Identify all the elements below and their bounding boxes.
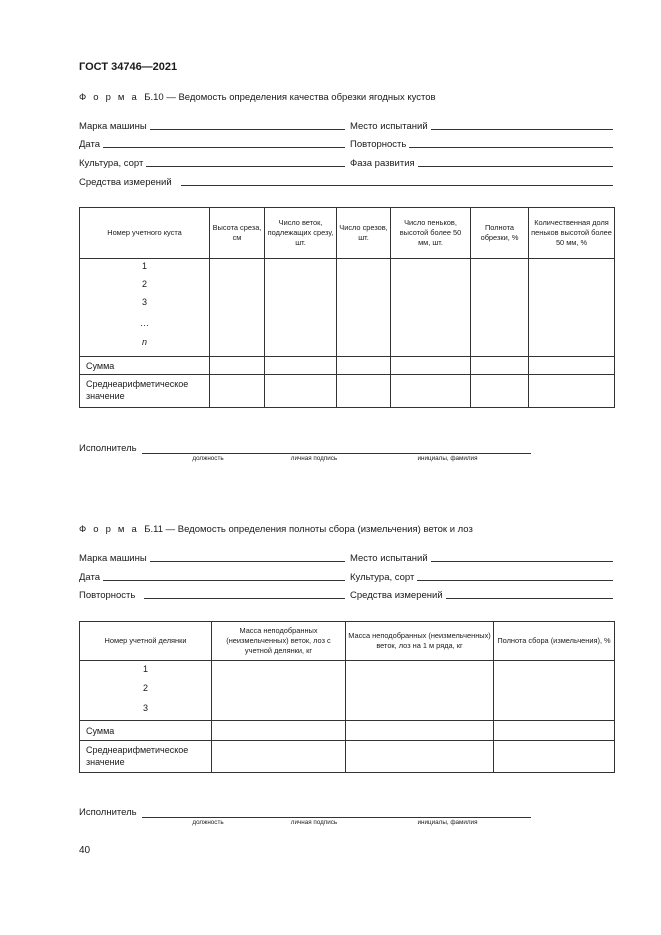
form2-title-text: Б.11 — Ведомость определения полноты сбора (измельчения) веток и лоз (144, 524, 473, 535)
form2-test-place-field[interactable] (350, 550, 613, 564)
table-cell[interactable] (210, 357, 265, 375)
column-header: Полнота обрезки, % (471, 208, 529, 259)
field-label: Повторность (79, 590, 136, 601)
table-cell[interactable] (265, 375, 337, 408)
mean-label: Среднеарифметическое значение (80, 375, 210, 408)
form1-phase-field[interactable] (350, 155, 613, 169)
sum-row (80, 357, 615, 375)
table-cell[interactable] (337, 357, 391, 375)
position-caption: должность (192, 819, 224, 826)
form1-test-place-field[interactable] (350, 118, 613, 132)
table-cell[interactable] (529, 357, 615, 375)
field-label: Место испытаний (350, 121, 428, 132)
row-numbers (80, 259, 210, 357)
row-number: 3 (141, 297, 147, 307)
row-number: 2 (141, 279, 147, 289)
table-cell[interactable] (265, 259, 337, 357)
form1-date-field[interactable] (79, 136, 345, 150)
table-cell[interactable] (265, 357, 337, 375)
signature-label: Исполнитель (79, 807, 137, 818)
sum-row (80, 721, 615, 741)
form2-title (79, 524, 473, 535)
field-label: Средства измерений (79, 177, 172, 188)
column-header: Номер учетной делянки (80, 622, 212, 661)
initials-caption: инициалы, фамилия (417, 455, 478, 462)
form2-machine-field[interactable] (79, 550, 345, 564)
field-label: Фаза развития (350, 158, 415, 169)
table-cell[interactable] (494, 741, 615, 773)
initials-line[interactable] (364, 453, 531, 454)
table-cell[interactable] (346, 721, 494, 741)
table-cell[interactable] (212, 721, 346, 741)
column-header: Число пеньков, высотой более 50 мм, шт. (391, 208, 471, 259)
table-cell[interactable] (212, 741, 346, 773)
form1-instruments-field[interactable] (79, 174, 613, 188)
form1-header-row (80, 208, 615, 259)
form2-instruments-field[interactable] (350, 587, 613, 601)
column-header: Число срезов, шт. (337, 208, 391, 259)
mean-row (80, 375, 615, 408)
row-number: 1 (142, 664, 148, 674)
row-numbers (80, 661, 212, 721)
table-cell[interactable] (494, 721, 615, 741)
standard-header: ГОСТ 34746—2021 (79, 61, 178, 73)
field-label: Культура, сорт (79, 158, 144, 169)
form2-crop-field[interactable] (350, 569, 613, 583)
form1-machine-field[interactable] (79, 118, 345, 132)
sum-label: Сумма (80, 357, 210, 375)
table-cell[interactable] (471, 357, 529, 375)
row-number: 1 (141, 261, 147, 271)
form1-title (79, 92, 436, 103)
form1-signature-block (79, 443, 539, 469)
row-number: 3 (142, 703, 148, 713)
table-cell[interactable] (529, 375, 615, 408)
column-header: Масса неподобранных (неизмельченных) веток, лоз на 1 м ряда, кг (346, 622, 494, 661)
form1-title-text: Б.10 — Ведомость определения качества обрезки ягодных кустов (144, 92, 436, 103)
table-cell[interactable] (529, 259, 615, 357)
table-cell[interactable] (471, 375, 529, 408)
sum-label: Сумма (80, 721, 212, 741)
column-header: Полнота сбора (измельчения), % (494, 622, 615, 661)
form2-signature-block (79, 807, 539, 833)
field-label: Марка машины (79, 553, 147, 564)
form1-table (79, 207, 615, 408)
form1-crop-field[interactable] (79, 155, 345, 169)
table-row (80, 259, 615, 357)
form1-title-prefix: Ф о р м а (79, 92, 139, 103)
form1-repetition-field[interactable] (350, 136, 613, 150)
signature-caption: личная подпись (290, 819, 338, 826)
mean-label: Среднеарифметическое значение (80, 741, 212, 773)
table-cell[interactable] (346, 741, 494, 773)
form2-repetition-field[interactable] (79, 587, 345, 601)
table-cell[interactable] (391, 375, 471, 408)
field-label: Марка машины (79, 121, 147, 132)
page-number: 40 (79, 845, 91, 856)
column-header: Номер учетного куста (80, 208, 210, 259)
column-header: Количественная доля пеньков высотой более 50 мм, % (529, 208, 615, 259)
form2-title-prefix: Ф о р м а (79, 524, 139, 535)
row-number: n (141, 337, 147, 347)
field-label: Дата (79, 572, 101, 583)
row-number: … (140, 318, 149, 328)
row-number: 2 (142, 683, 148, 693)
table-cell[interactable] (471, 259, 529, 357)
field-label: Средства измерений (350, 590, 443, 601)
table-cell[interactable] (391, 357, 471, 375)
form2-table (79, 621, 615, 773)
column-header: Высота среза, см (210, 208, 265, 259)
table-cell[interactable] (210, 259, 265, 357)
table-cell[interactable] (337, 259, 391, 357)
form2-date-field[interactable] (79, 569, 345, 583)
field-label: Повторность (350, 139, 407, 150)
column-header: Число веток, подлежащих срезу, шт. (265, 208, 337, 259)
column-header: Масса неподобранных (неизмельченных) веток, лоз с учетной делянки, кг (212, 622, 346, 661)
field-label: Место испытаний (350, 553, 428, 564)
mean-row (80, 741, 615, 773)
initials-caption: инициалы, фамилия (417, 819, 478, 826)
table-row (80, 661, 615, 721)
signature-caption: личная подпись (290, 455, 338, 462)
table-cell[interactable] (212, 661, 346, 721)
position-caption: должность (192, 455, 224, 462)
signature-label: Исполнитель (79, 443, 137, 454)
form2-header-row (80, 622, 615, 661)
table-cell[interactable] (346, 661, 494, 721)
table-cell[interactable] (494, 661, 615, 721)
table-cell[interactable] (337, 375, 391, 408)
field-label: Дата (79, 139, 101, 150)
field-label: Культура, сорт (350, 572, 415, 583)
initials-line[interactable] (364, 817, 531, 818)
table-cell[interactable] (210, 375, 265, 408)
table-cell[interactable] (391, 259, 471, 357)
